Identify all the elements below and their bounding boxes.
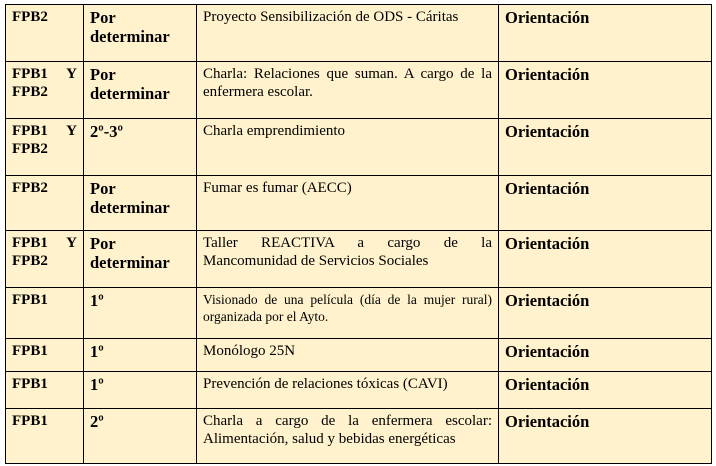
group-cell: FPB1: [6, 409, 84, 464]
course-cell: 1º: [84, 339, 197, 372]
department-cell: Orientación: [499, 5, 712, 62]
department-cell: Orientación: [499, 231, 712, 288]
activity-cell: Taller REACTIVA a cargo de la Mancomunidad de Servicios Sociales: [197, 231, 499, 288]
table-row: [6, 288, 712, 339]
department-cell: Orientación: [499, 119, 712, 176]
course-cell: 2º: [84, 409, 197, 464]
group-cell: FPB1: [6, 372, 84, 409]
group-cell: FPB1 Y FPB2: [6, 62, 84, 119]
course-cell: Por determinar: [84, 176, 197, 231]
activities-table: [5, 4, 712, 464]
activity-cell: Proyecto Sensibilización de ODS - Cáritas: [197, 5, 499, 62]
group-cell: FPB1: [6, 339, 84, 372]
group-cell: FPB1 Y FPB2: [6, 231, 84, 288]
activity-cell: Charla emprendimiento: [197, 119, 499, 176]
department-cell: Orientación: [499, 372, 712, 409]
table-row: [6, 339, 712, 372]
activity-cell: Charla: Relaciones que suman. A cargo de la enfermera escolar.: [197, 62, 499, 119]
activity-cell: Fumar es fumar (AECC): [197, 176, 499, 231]
group-cell: FPB2: [6, 176, 84, 231]
course-cell: Por determinar: [84, 62, 197, 119]
department-cell: Orientación: [499, 62, 712, 119]
activity-cell: Monólogo 25N: [197, 339, 499, 372]
course-cell: Por determinar: [84, 231, 197, 288]
group-cell: FPB2: [6, 5, 84, 62]
course-cell: 1º: [84, 288, 197, 339]
department-cell: Orientación: [499, 288, 712, 339]
department-cell: Orientación: [499, 176, 712, 231]
course-cell: 1º: [84, 372, 197, 409]
activity-cell: Visionado de una película (día de la mujer rural) organizada por el Ayto.: [197, 288, 499, 339]
department-cell: Orientación: [499, 339, 712, 372]
department-cell: Orientación: [499, 409, 712, 464]
table-row: [6, 62, 712, 119]
activity-cell: Charla a cargo de la enfermera escolar: Alimentación, salud y bebidas energéticas: [197, 409, 499, 464]
table-row: [6, 176, 712, 231]
course-cell: 2º-3º: [84, 119, 197, 176]
table-row: [6, 231, 712, 288]
table-row: [6, 409, 712, 464]
group-cell: FPB1: [6, 288, 84, 339]
course-cell: Por determinar: [84, 5, 197, 62]
group-cell: FPB1 Y FPB2: [6, 119, 84, 176]
activity-cell: Prevención de relaciones tóxicas (CAVI): [197, 372, 499, 409]
table-row: [6, 119, 712, 176]
table-row: [6, 372, 712, 409]
table-row: [6, 5, 712, 62]
